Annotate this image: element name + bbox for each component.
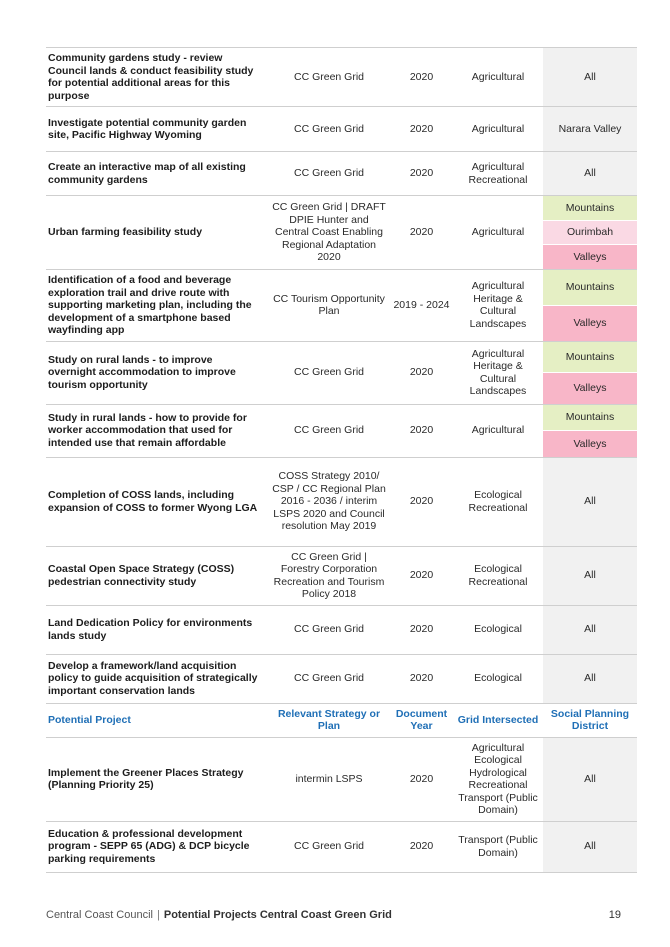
grid-cell: Ecological <box>453 654 543 703</box>
table-row <box>46 404 637 457</box>
district-mountains: Mountains <box>543 270 637 306</box>
district-valleys: Valleys <box>543 306 637 341</box>
district-cell: All <box>543 152 637 196</box>
strategy-cell: CC Green Grid <box>268 48 390 107</box>
strategy-cell: CC Green Grid <box>268 821 390 872</box>
district-cell: All <box>543 605 637 654</box>
district-valleys: Valleys <box>543 431 637 457</box>
strategy-cell: CC Green Grid <box>268 404 390 457</box>
grid-cell: Agricultural <box>453 48 543 107</box>
strategy-cell: CC Green Grid <box>268 341 390 404</box>
grid-cell: Ecological <box>453 605 543 654</box>
table-row <box>46 152 637 196</box>
district-cell: All <box>543 821 637 872</box>
year-cell: 2020 <box>390 821 453 872</box>
project-cell: Coastal Open Space Strategy (COSS) pedestrian connectivity study <box>46 546 268 605</box>
year-cell: 2020 <box>390 404 453 457</box>
district-valleys: Valleys <box>543 373 637 404</box>
year-cell: 2020 <box>390 737 453 821</box>
footer-separator: | <box>157 909 160 921</box>
table-row <box>46 270 637 342</box>
strategy-cell: CC Green Grid | DRAFT DPIE Hunter and Central Coast Enabling Regional Adaptation 2020 <box>268 196 390 270</box>
grid-cell: Agricultural <box>453 196 543 270</box>
year-cell: 2020 <box>390 605 453 654</box>
district-cell: All <box>543 457 637 546</box>
project-cell: Education & professional development program - SEPP 65 (ADG) & DCP bicycle parking requirements <box>46 821 268 872</box>
district-cell <box>543 270 637 342</box>
year-cell: 2019 - 2024 <box>390 270 453 342</box>
grid-cell: Agricultural <box>453 107 543 152</box>
header-potential-project: Potential Project <box>46 703 268 737</box>
year-cell: 2020 <box>390 457 453 546</box>
table-row <box>46 107 637 152</box>
grid-cell: Ecological Recreational <box>453 457 543 546</box>
project-cell: Completion of COSS lands, including expansion of COSS to former Wyong LGA <box>46 457 268 546</box>
footer-organization: Central Coast Council <box>46 909 153 921</box>
header-relevant-strategy: Relevant Strategy or Plan <box>268 703 390 737</box>
district-cell: All <box>543 546 637 605</box>
strategy-cell: CC Green Grid <box>268 654 390 703</box>
year-cell: 2020 <box>390 546 453 605</box>
table-header-row <box>46 703 637 737</box>
page-footer <box>46 909 621 921</box>
district-mountains: Mountains <box>543 405 637 432</box>
district-cell: All <box>543 48 637 107</box>
district-ourimbah: Ourimbah <box>543 221 637 246</box>
header-document-year: Document Year <box>390 703 453 737</box>
project-cell: Study in rural lands - how to provide for worker accommodation that used for intended use that remain affordable <box>46 404 268 457</box>
project-cell: Develop a framework/land acquisition policy to guide acquisition of strategically important conservation lands <box>46 654 268 703</box>
grid-cell: Agricultural Ecological Hydrological Recreational Transport (Public Domain) <box>453 737 543 821</box>
grid-cell: Ecological Recreational <box>453 546 543 605</box>
table-row <box>46 654 637 703</box>
project-cell: Identification of a food and beverage exploration trail and drive route with supporting marketing plan, including the development of a smartphone based wayfinding app <box>46 270 268 342</box>
page-number: 19 <box>608 909 621 921</box>
year-cell: 2020 <box>390 152 453 196</box>
district-cell: Narara Valley <box>543 107 637 152</box>
project-cell: Investigate potential community garden site, Pacific Highway Wyoming <box>46 107 268 152</box>
table-row <box>46 341 637 404</box>
grid-cell: Transport (Public Domain) <box>453 821 543 872</box>
footer-document-title: Potential Projects Central Coast Green Grid <box>163 909 392 921</box>
grid-cell: Agricultural Heritage & Cultural Landscapes <box>453 270 543 342</box>
strategy-cell: CC Green Grid | Forestry Corporation Recreation and Tourism Policy 2018 <box>268 546 390 605</box>
project-cell: Land Dedication Policy for environments lands study <box>46 605 268 654</box>
projects-table <box>46 47 637 873</box>
table-row <box>46 546 637 605</box>
table-row <box>46 457 637 546</box>
year-cell: 2020 <box>390 107 453 152</box>
strategy-cell: intermin LSPS <box>268 737 390 821</box>
projects-table-container <box>46 47 630 873</box>
year-cell: 2020 <box>390 48 453 107</box>
table-row <box>46 605 637 654</box>
project-cell: Create an interactive map of all existing community gardens <box>46 152 268 196</box>
table-row <box>46 737 637 821</box>
project-cell: Study on rural lands - to improve overnight accommodation to improve tourism opportunity <box>46 341 268 404</box>
strategy-cell: CC Green Grid <box>268 605 390 654</box>
year-cell: 2020 <box>390 341 453 404</box>
year-cell: 2020 <box>390 196 453 270</box>
district-cell <box>543 404 637 457</box>
grid-cell: Agricultural Recreational <box>453 152 543 196</box>
district-cell: All <box>543 654 637 703</box>
district-mountains: Mountains <box>543 342 637 374</box>
table-row <box>46 196 637 270</box>
project-cell: Implement the Greener Places Strategy (Planning Priority 25) <box>46 737 268 821</box>
strategy-cell: CC Tourism Opportunity Plan <box>268 270 390 342</box>
project-cell: Urban farming feasibility study <box>46 196 268 270</box>
district-cell <box>543 341 637 404</box>
year-cell: 2020 <box>390 654 453 703</box>
district-cell <box>543 196 637 270</box>
district-cell: All <box>543 737 637 821</box>
strategy-cell: CC Green Grid <box>268 107 390 152</box>
header-social-planning-district: Social Planning District <box>543 703 637 737</box>
strategy-cell: CC Green Grid <box>268 152 390 196</box>
project-cell: Community gardens study - review Council lands & conduct feasibility study for potential additional areas for this purpose <box>46 48 268 107</box>
district-valleys: Valleys <box>543 245 637 269</box>
grid-cell: Agricultural Heritage & Cultural Landscapes <box>453 341 543 404</box>
grid-cell: Agricultural <box>453 404 543 457</box>
table-row <box>46 821 637 872</box>
header-grid-intersected: Grid Intersected <box>453 703 543 737</box>
strategy-cell: COSS Strategy 2010/ CSP / CC Regional Plan 2016 - 2036 / interim LSPS 2020 and Council resolution May 2019 <box>268 457 390 546</box>
table-row <box>46 48 637 107</box>
district-mountains: Mountains <box>543 196 637 221</box>
